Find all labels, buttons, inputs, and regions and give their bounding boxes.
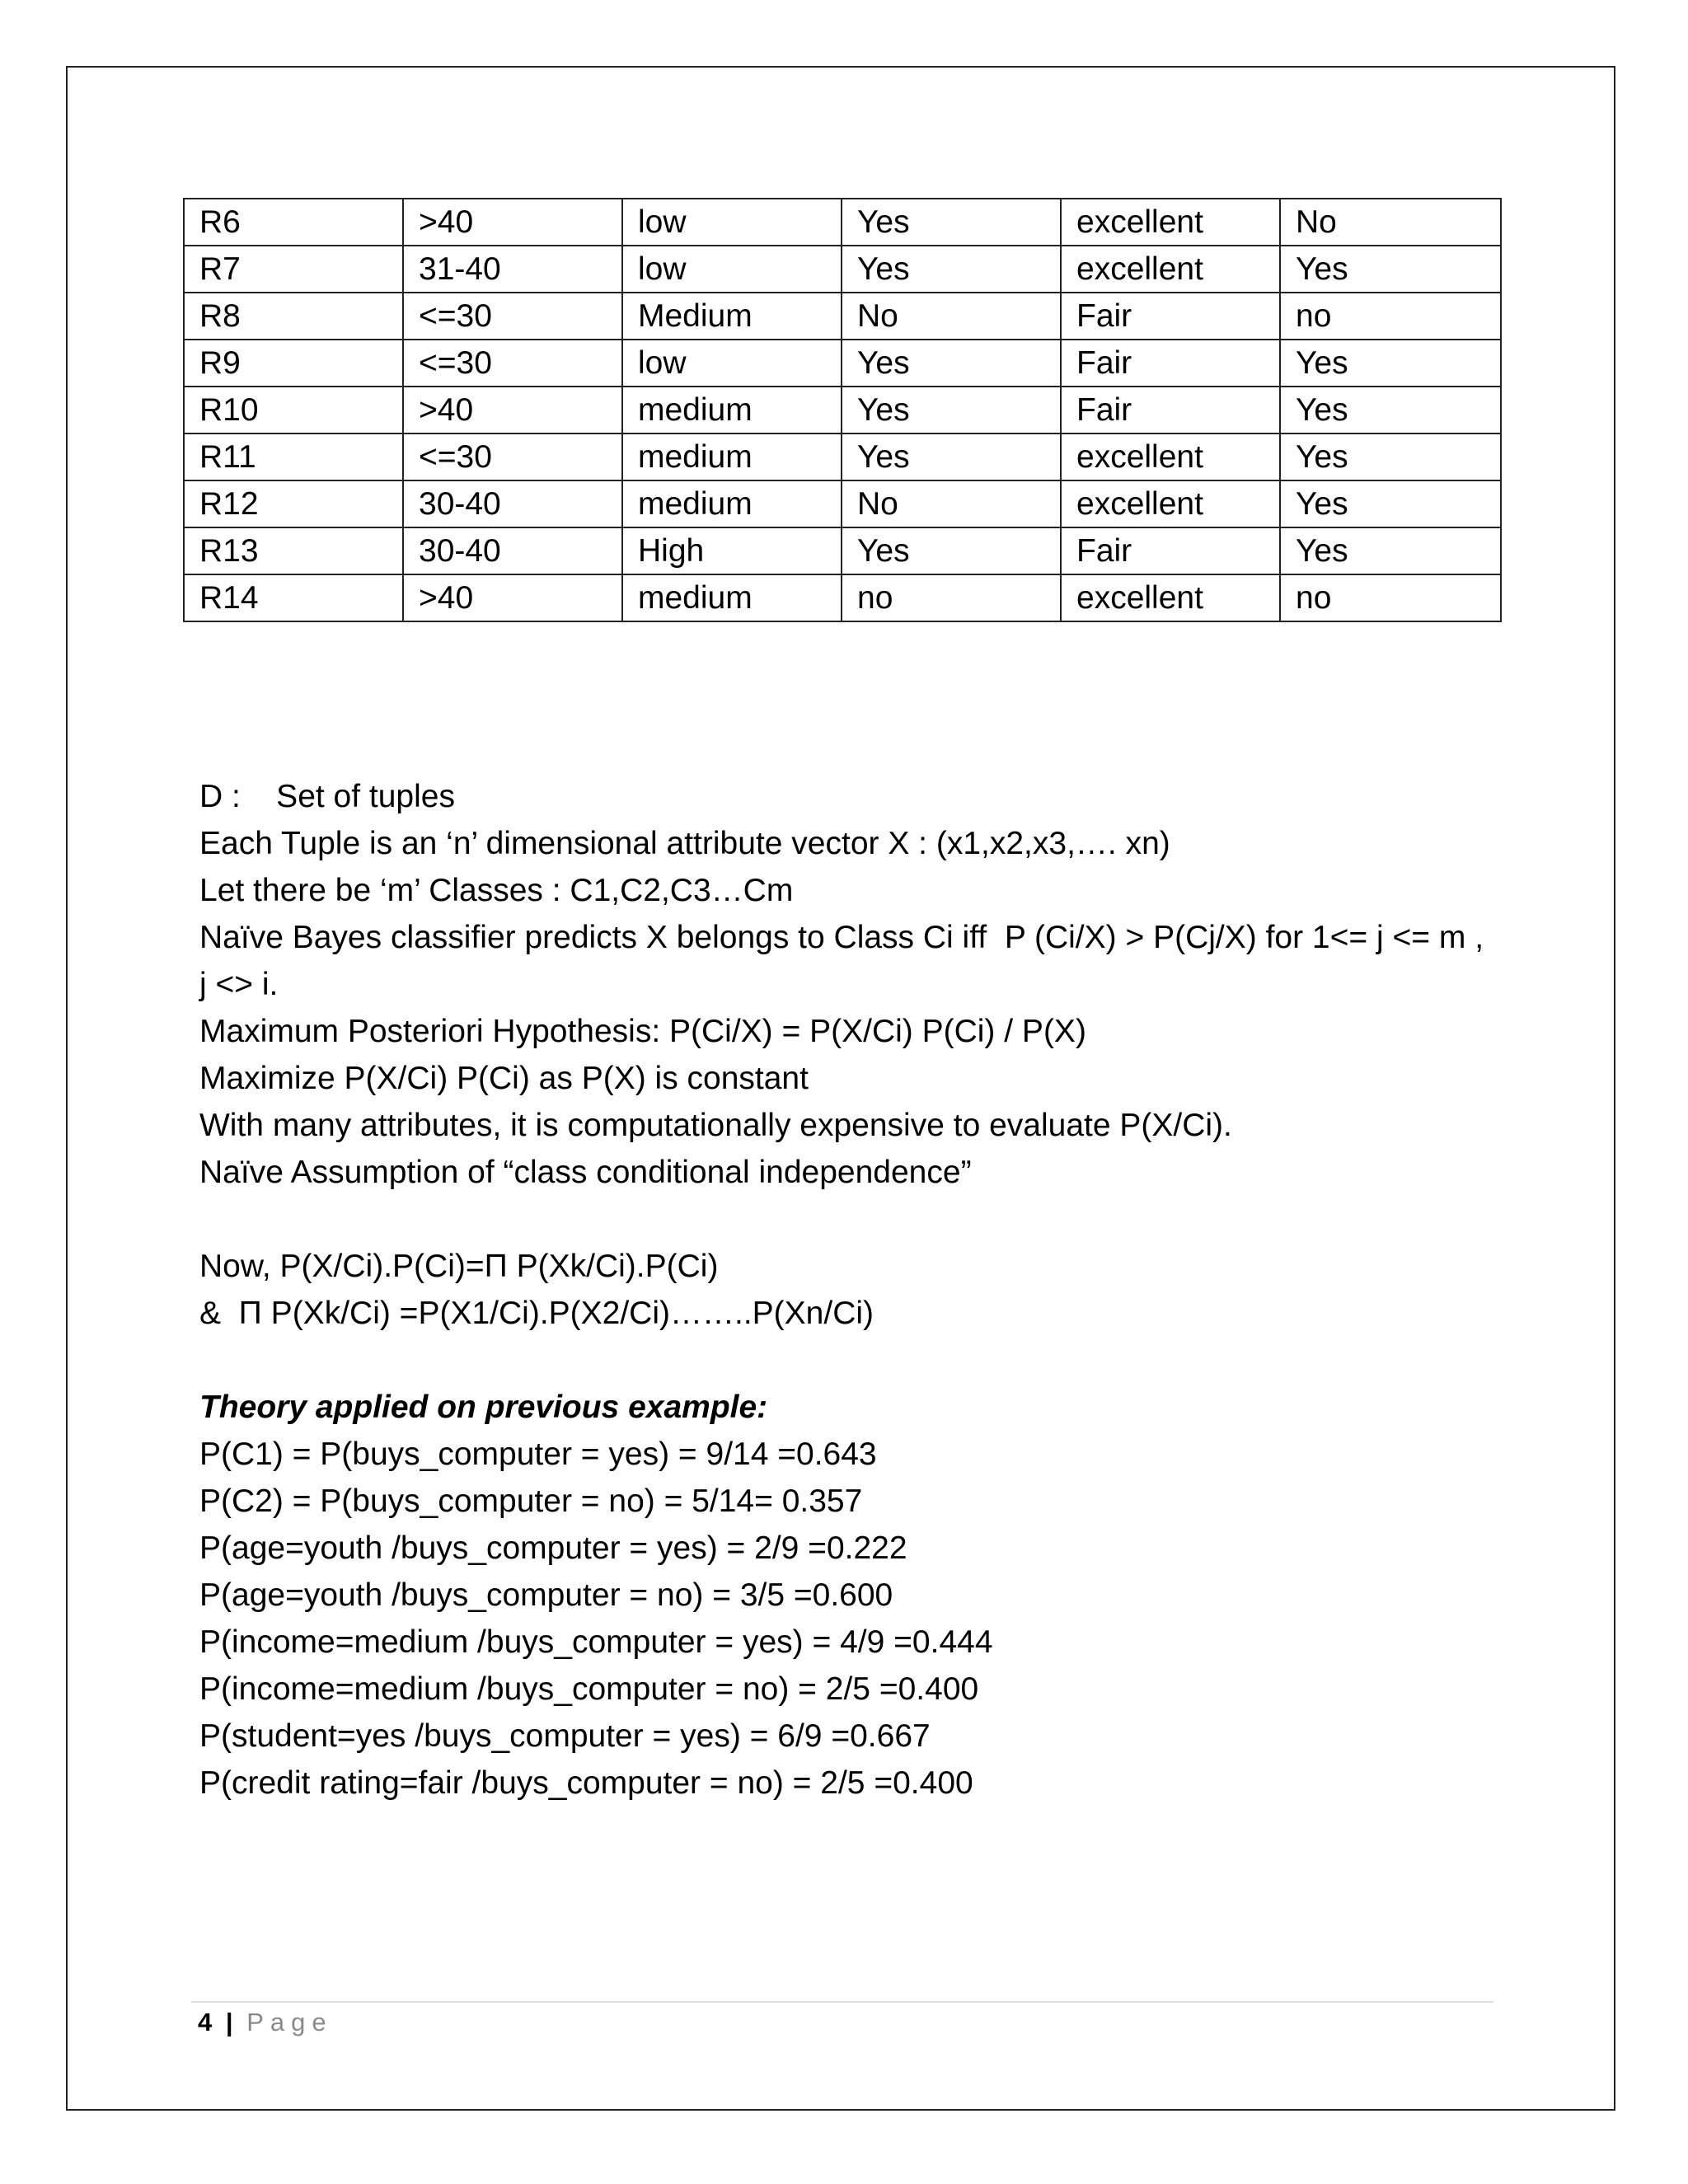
table-cell: Fair (1061, 340, 1280, 387)
table-row (184, 246, 1501, 293)
formula-line: Now, P(X/Ci).P(Ci)=Π P(Xk/Ci).P(Ci) (199, 1249, 719, 1284)
table-cell: medium (622, 480, 842, 527)
blank-line (199, 1196, 1485, 1243)
table-cell: medium (622, 434, 842, 480)
formula-line: & Π P(Xk/Ci) =P(X1/Ci).P(X2/Ci)……..P(Xn/Ci) (199, 1296, 874, 1331)
table-cell: Yes (842, 387, 1061, 434)
table-cell: No (842, 293, 1061, 340)
probability-line: P(credit rating=fair /buys_computer = no) = 2/5 =0.400 (199, 1765, 973, 1801)
text-line: Let there be ‘m’ Classes : C1,C2,C3…Cm (199, 873, 794, 908)
table-cell: low (622, 340, 842, 387)
footer-separator: | (225, 2008, 233, 2036)
table-cell: R13 (184, 527, 403, 574)
text-line: Naïve Assumption of “class conditional independence” (199, 1155, 972, 1190)
table-cell: Fair (1061, 527, 1280, 574)
table-cell: low (622, 199, 842, 246)
table-cell: R8 (184, 293, 403, 340)
table-cell: Fair (1061, 293, 1280, 340)
table-cell: R10 (184, 387, 403, 434)
table-cell: Fair (1061, 387, 1280, 434)
table-cell: R14 (184, 574, 403, 621)
table-cell: R12 (184, 480, 403, 527)
table-cell: excellent (1061, 434, 1280, 480)
table-cell: <=30 (403, 340, 622, 387)
table-cell: Yes (1280, 480, 1501, 527)
table-row (184, 199, 1501, 246)
table-cell: High (622, 527, 842, 574)
table-cell: Yes (842, 527, 1061, 574)
table-row (184, 293, 1501, 340)
table-cell: >40 (403, 387, 622, 434)
probability-line: P(C1) = P(buys_computer = yes) = 9/14 =0.643 (199, 1436, 877, 1472)
probability-line: P(student=yes /buys_computer = yes) = 6/9 =0.667 (199, 1718, 931, 1754)
text-line: D : Set of tuples (199, 779, 455, 814)
table-cell: Yes (1280, 387, 1501, 434)
table-cell: no (1280, 293, 1501, 340)
table-body (184, 199, 1501, 621)
table-row (184, 527, 1501, 574)
blank-line (199, 1337, 1485, 1384)
table-cell: medium (622, 387, 842, 434)
footer-rule (191, 2001, 1493, 2003)
table-row (184, 574, 1501, 621)
table-cell: excellent (1061, 199, 1280, 246)
table-cell: <=30 (403, 293, 622, 340)
table-cell: Yes (842, 246, 1061, 293)
table-cell: Yes (1280, 527, 1501, 574)
table-cell: Yes (1280, 434, 1501, 480)
page-footer (198, 2003, 333, 2042)
text-line: Maximize P(X/Ci) P(Ci) as P(X) is constant (199, 1061, 809, 1096)
table-cell: Yes (842, 199, 1061, 246)
data-table (183, 198, 1502, 622)
table-cell: excellent (1061, 246, 1280, 293)
table-cell: 30-40 (403, 480, 622, 527)
probability-line: P(age=youth /buys_computer = no) = 3/5 =0.600 (199, 1577, 893, 1613)
table-cell: >40 (403, 574, 622, 621)
table-cell: <=30 (403, 434, 622, 480)
table-cell: >40 (403, 199, 622, 246)
document-body (199, 773, 1493, 1807)
table-row (184, 434, 1501, 480)
table-row (184, 480, 1501, 527)
table-cell: low (622, 246, 842, 293)
probability-line: P(income=medium /buys_computer = no) = 2/5 =0.400 (199, 1671, 979, 1707)
table-row (184, 340, 1501, 387)
table-row (184, 387, 1501, 434)
table-cell: Yes (842, 340, 1061, 387)
table-cell: Yes (1280, 340, 1501, 387)
table-cell: No (1280, 199, 1501, 246)
page-label: Page (246, 2008, 333, 2036)
table-cell: R7 (184, 246, 403, 293)
table-cell: Yes (842, 434, 1061, 480)
page-number: 4 (198, 2008, 213, 2036)
table-cell: excellent (1061, 574, 1280, 621)
table-cell: Medium (622, 293, 842, 340)
table-cell: R6 (184, 199, 403, 246)
table-cell: no (1280, 574, 1501, 621)
table-cell: 31-40 (403, 246, 622, 293)
table-cell: Yes (1280, 246, 1501, 293)
probability-line: P(income=medium /buys_computer = yes) = 4/9 =0.444 (199, 1624, 993, 1660)
text-line: Naïve Bayes classifier predicts X belongs to Class Ci iff P (Ci/X) > P(Cj/X) for 1<= j <= m , j <> i. (199, 920, 1493, 1002)
table-cell: No (842, 480, 1061, 527)
text-line: Maximum Posteriori Hypothesis: P(Ci/X) = P(X/Ci) P(Ci) / P(X) (199, 1014, 1086, 1049)
section-heading: Theory applied on previous example: (199, 1390, 768, 1425)
probability-line: P(C2) = P(buys_computer = no) = 5/14= 0.357 (199, 1483, 863, 1519)
table-cell: medium (622, 574, 842, 621)
text-line: With many attributes, it is computationally expensive to evaluate P(X/Ci). (199, 1108, 1232, 1143)
table-cell: R11 (184, 434, 403, 480)
table-cell: 30-40 (403, 527, 622, 574)
table-cell: R9 (184, 340, 403, 387)
table-cell: excellent (1061, 480, 1280, 527)
probability-line: P(age=youth /buys_computer = yes) = 2/9 =0.222 (199, 1530, 907, 1566)
text-line: Each Tuple is an ‘n’ dimensional attribute vector X : (x1,x2,x3,…. xn) (199, 826, 1170, 861)
table-cell: no (842, 574, 1061, 621)
